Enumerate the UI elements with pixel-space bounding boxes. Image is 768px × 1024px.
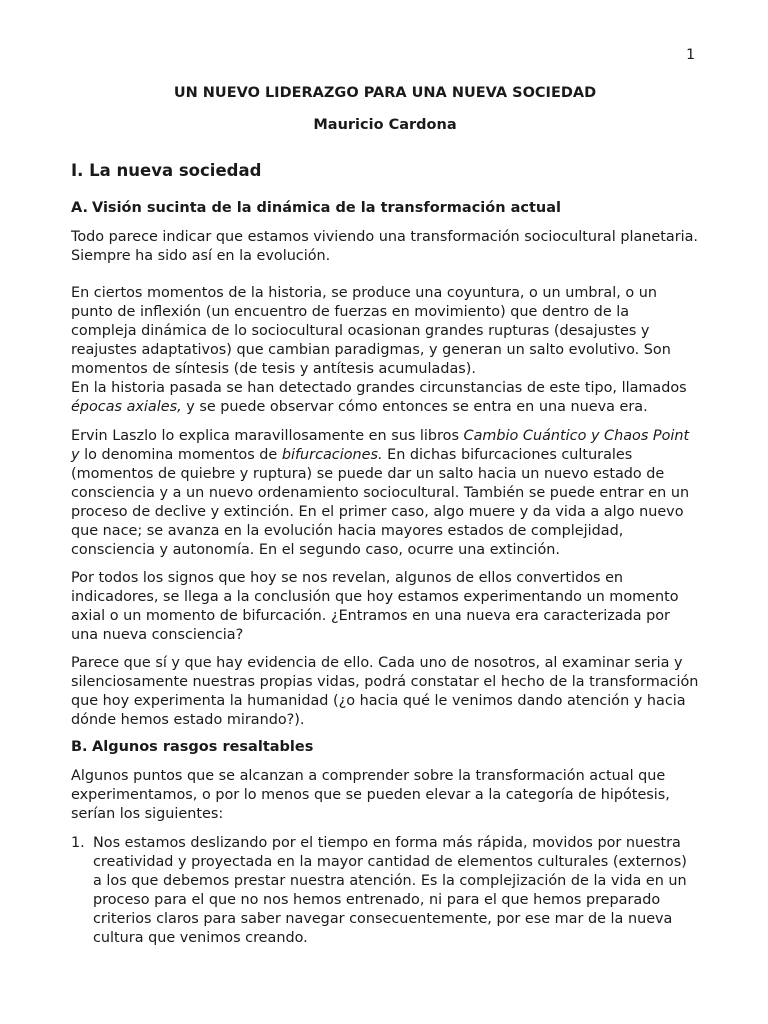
subsection-heading-a xyxy=(71,199,561,218)
italic-epocas-axiales: épocas axiales, xyxy=(71,399,182,415)
document-title: UN NUEVO LIDERAZGO PARA UNA NUEVA SOCIEDAD xyxy=(173,85,597,101)
italic-bifurcaciones: bifurcaciones. xyxy=(281,447,383,463)
section-heading-1: I. La nueva sociedad xyxy=(71,161,262,180)
page-number: 1 xyxy=(686,47,695,63)
document-author: Mauricio Cardona xyxy=(313,117,457,133)
subsection-label-b: B. xyxy=(71,739,88,755)
subsection-title-b: Algunos rasgos resaltables xyxy=(92,739,314,755)
list-item-text: Nos estamos deslizando por el tiempo en forma más rápida, movidos por nuestra creatividad y proyectada en la mayor cantidad de elementos culturales (externos) a los que debemos prestar nuestra atención. Es la complejización de la vida en un proceso para el que no nos hemos entrenado, ni para el que hemos preparado criterios claros para saber navegar consecuentemente, por ese mar de la nueva cultura que venimos creando. xyxy=(93,835,687,946)
subsection-heading-b xyxy=(71,738,313,757)
list-item xyxy=(71,834,699,948)
list-item-number: 1. xyxy=(71,835,85,851)
paragraph-a1: Todo parece indicar que estamos viviendo una transformación sociocultural planetaria. Siempre ha sido así en la evolución. xyxy=(71,229,699,264)
subsection-title-a: Visión sucinta de la dinámica de la transformación actual xyxy=(92,200,561,216)
paragraph-a4: Ervin Laszlo lo explica maravillosamente en sus libros Cambio Cuántico y Chaos Point y lo denomina momentos de bifurcaciones. En dichas bifurcaciones culturales (momentos de quiebre y ruptura) se puede dar un salto hacia un nuevo estado de consciencia y a un nuevo ordenamiento sociocultural. También se puede entrar en un proceso de declive y extinción. En el primer caso, algo muere y da vida a algo nuevo que nace; se avanza en la evolución hacia mayores estados de complejidad, consciencia y autonomía. En el segundo caso, ocurre una extinción. xyxy=(71,428,690,558)
paragraph-a3: En la historia pasada se han detectado grandes circunstancias de este tipo, llamados épocas axiales, y se puede observar cómo entonces se entra en una nueva era. xyxy=(71,380,687,415)
subsection-label-a: A. xyxy=(71,200,88,216)
paragraph-b1: Algunos puntos que se alcanzan a comprender sobre la transformación actual que experimentamos, o por lo menos que se pueden elevar a la categoría de hipótesis, serían los siguientes: xyxy=(71,768,670,822)
paragraph-a2: En ciertos momentos de la historia, se produce una coyuntura, o un umbral, o un punto de inflexión (un encuentro de fuerzas en movimiento) que dentro de la compleja dinámica de lo sociocultural ocasionan grandes rupturas (desajustes y reajustes adaptativos) que cambian paradigmas, y generan un salto evolutivo. Son momentos de síntesis (de tesis y antítesis acumuladas). xyxy=(71,285,671,377)
paragraph-a5: Por todos los signos que hoy se nos revelan, algunos de ellos convertidos en indicadores, se llega a la conclusión que hoy estamos experimentando un momento axial o un momento de bifurcación. ¿Entramos en una nueva era caracterizada por una nueva consciencia? xyxy=(71,570,679,643)
paragraph-a6: Parece que sí y que hay evidencia de ello. Cada uno de nosotros, al examinar seria y silenciosamente nuestras propias vidas, podrá constatar el hecho de la transformación que hoy experimenta la humanidad (¿o hacia qué le venimos dando atención y hacia dónde hemos estado mirando?). xyxy=(71,655,699,728)
italic-book-titles: Cambio Cuántico y Chaos Point y xyxy=(71,428,690,463)
